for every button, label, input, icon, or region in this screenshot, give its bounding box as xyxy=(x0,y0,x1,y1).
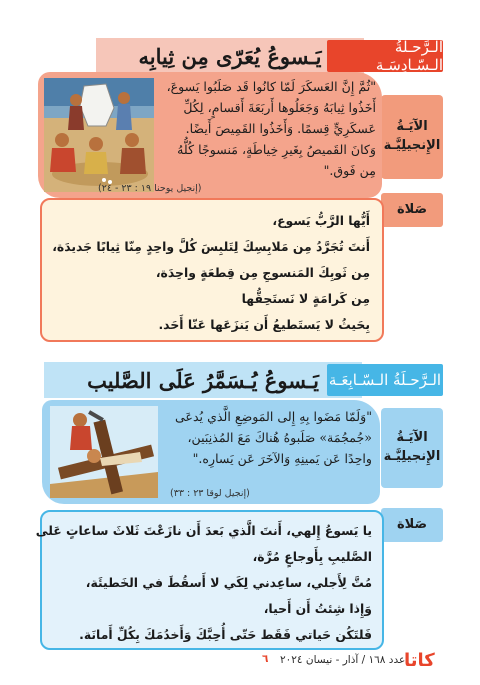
verse-line: «جُمجُمَة» صَلَبوهُ هُناكَ مَعَ المُذنِبَين، xyxy=(187,430,372,445)
verse-line: عَسكَرِيٍّ قِسمًا. وَأَخَذُوا القَمِيصَ أَيضًا. xyxy=(185,121,376,136)
station-7-section xyxy=(0,345,480,645)
prayer-line: بِحَيثُ لا يَستَطيعُ أَن يَنزَعَها عَنّا أَحَد. xyxy=(158,317,370,332)
issue-info: عدد ١٦٨ / آذار - نيسان ٢٠٢٤ xyxy=(280,654,406,666)
soldiers-dividing-garments-illustration xyxy=(44,78,154,192)
station-7-verse-box xyxy=(42,400,380,504)
station-7-tag: الـرَّحـلَةُ الـسّـابِعَـة xyxy=(327,364,443,396)
station-6-verse-text xyxy=(162,76,376,181)
station-6-verse-label: الآيَـةُ الإِنجيلِيَّـة xyxy=(381,95,443,179)
station-6-prayer-box xyxy=(40,198,384,342)
magazine-logo: كاتا xyxy=(404,650,435,671)
station-7-prayer-label: صَلاة xyxy=(381,508,443,542)
prayer-line: الصَّليبِ بِأَوجاعٍ مُرَّة، xyxy=(252,549,372,564)
station-6-verse-box xyxy=(38,72,382,198)
station-6-prayer-text xyxy=(50,208,370,338)
page-footer xyxy=(0,650,480,680)
verse-line: "وَلَمّا مَضَوا بِهِ إِلى المَوضِعِ الَّذي يُدعَى xyxy=(174,409,372,424)
station-7-prayer-box xyxy=(35,510,384,650)
verse-line: أَخَذُوا ثِيابَهُ وَجَعَلُوها أَربَعَةَ أَقسامٍ، لِكُلِّ xyxy=(183,100,376,115)
prayer-line: فَلتَكُن حَياتي فَقَط حَتّى أُحِبَّكَ وَأَخدُمَكَ بِكُلِّ أَمانَة. xyxy=(79,627,372,642)
prayer-line: مُتَّ لِأَجلي، ساعِدني لِكَي لا أَسقُطَ في الخَطيئَة، xyxy=(85,575,372,590)
verse-line: وَكانَ القَميصُ بِغَيرِ خِياطَةٍ، مَنسوجًا كُلُّهُ xyxy=(177,142,376,157)
prayer-line: أَيُّها الرَّبُّ يَسوع، xyxy=(272,213,370,228)
station-6-tag: الـرَّحـلَةُ الـسّـادِسَـة xyxy=(327,40,443,72)
verse-line: "ثُمَّ إِنَّ العَسكَرَ لَمّا كانُوا قَد صَلَبُوا يَسوعَ، xyxy=(166,79,376,94)
station-6-verse-reference: (إنجيل يوحنا ١٩ : ٢٣ - ٢٤) xyxy=(98,183,202,194)
jesus-nailed-to-cross-illustration xyxy=(50,406,158,498)
station-7-verse-label: الآيَـةُ الإِنجيلِيَّـة xyxy=(381,408,443,488)
prayer-line: وَإِذا شِئتُ أَن أَحيا، xyxy=(263,601,372,616)
station-7-verse-text xyxy=(166,406,372,469)
station-7-title: يَـسوعُ يُـسَمَّرُ عَلَى الصَّليب xyxy=(44,362,362,398)
prayer-line: أَنتَ تُجَرَّدُ مِن مَلابِسِكَ لِتَلبِسَ كُلَّ واحِدٍ مِنّا ثِيابًا جَديدَة، xyxy=(52,239,370,254)
station-6-prayer-label: صَلاة xyxy=(381,193,443,227)
prayer-line: يا يَسوعُ إِلهي، أَنتَ الَّذي بَعدَ أَن نازَعْتَ ثَلاثَ ساعاتٍ عَلى xyxy=(35,523,372,538)
prayer-line: مِن ثَوبِكَ المَنسوجِ مِن قِطعَةٍ واحِدَة، xyxy=(155,265,370,280)
verse-line: مِن فَوق." xyxy=(323,163,376,178)
verse-line: واحِدًا عَن يَمينِهِ وَالآخَرَ عَن يَسارِه." xyxy=(192,451,372,466)
station-6-title: يَـسوعُ يُعَرّى مِن ثِيابِه xyxy=(96,38,364,74)
station-7-prayer-text xyxy=(35,518,372,648)
station-7-verse-reference: (إنجيل لوقا ٢٣ : ٣٣) xyxy=(170,488,250,499)
prayer-line: مِن كَرامَةٍ لا نَستَحِقُّها xyxy=(241,291,370,306)
page-number: ٦ xyxy=(262,653,269,665)
